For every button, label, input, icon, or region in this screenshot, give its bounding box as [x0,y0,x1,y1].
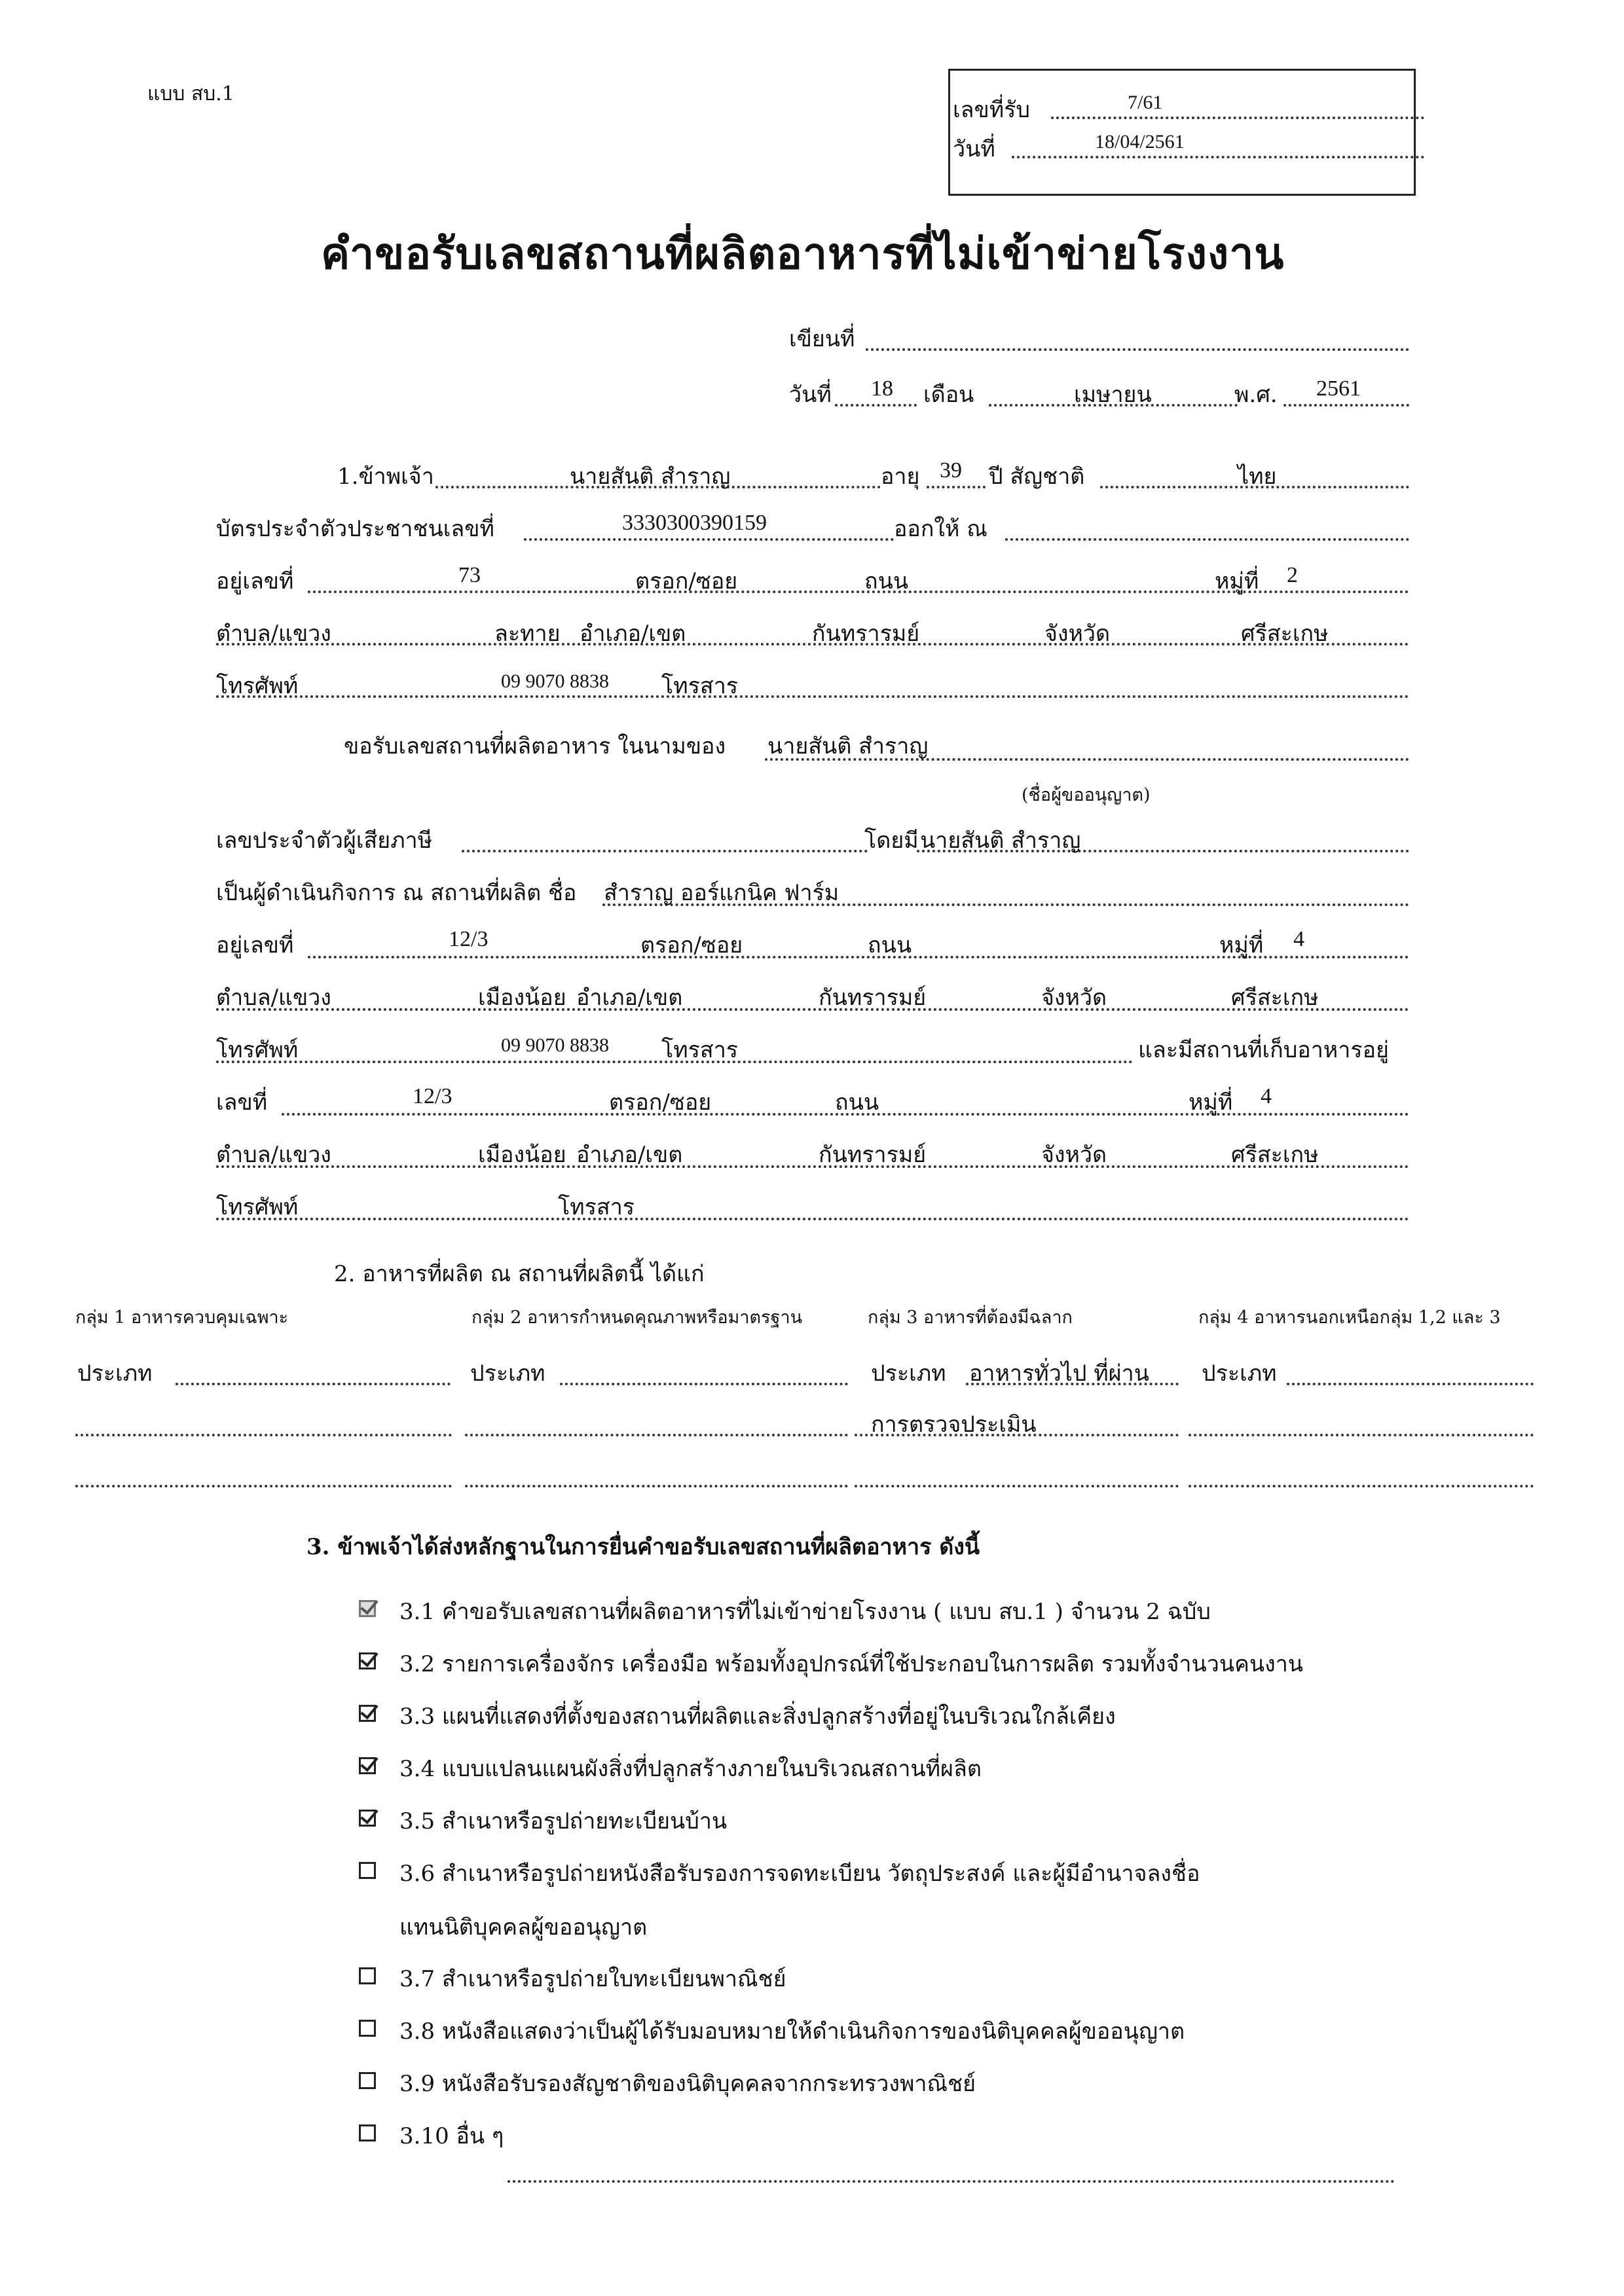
operator-label: เป็นผู้ดำเนินกิจการ ณ สถานที่ผลิต ชื่อ [216,880,577,906]
premises-moo[interactable]: 4 [1293,927,1304,951]
group4-line2[interactable] [1189,1434,1534,1436]
age-line [927,486,986,488]
storage-subdistrict-label: ตำบล/แขวง [216,1142,331,1168]
group2-line3[interactable] [465,1485,848,1487]
home-district[interactable]: กันทรารมย์ [812,621,920,647]
age-value[interactable]: 39 [940,458,962,483]
home-road-label: ถนน [864,568,909,594]
storage-fax-label: โทรสาร [558,1194,635,1220]
request-label: ขอรับเลขสถานที่ผลิตอาหาร ในนามของ [344,733,726,759]
home-house-no[interactable]: 73 [458,563,481,587]
group2-type-label: ประเภท [470,1360,545,1387]
evidence-checkbox-2[interactable] [359,1652,376,1669]
premises-phone[interactable]: 09 9070 8838 [501,1034,609,1056]
applicant-name[interactable]: นายสันติ สำราญ [570,464,731,490]
group1-type-line[interactable] [175,1383,451,1385]
evidence-checkbox-8[interactable] [359,2020,376,2037]
written-at-line [866,348,1409,351]
stamp-date-label: วันที่ [953,136,995,162]
id-card-line [524,538,894,541]
storage-district-label: อำเภอ/เขต [576,1142,683,1168]
year-value[interactable]: 2561 [1316,376,1361,401]
group3-type-label: ประเภท [871,1360,946,1387]
licensee-name[interactable]: นายสันติ สำราญ [767,733,929,759]
licensee-caption: (ชื่อผู้ขออนุญาต) [1022,785,1151,805]
year-label: พ.ศ. [1234,382,1278,408]
evidence-item-4: 3.4 แบบแปลนแผนผังสิ่งที่ปลูกสร้างภายในบริเวณสถานที่ผลิต [399,1756,982,1782]
month-value[interactable]: เมษายน [1074,383,1152,407]
written-at-label: เขียนที่ [789,326,855,352]
premises-name[interactable]: สำราญ ออร์แกนิค ฟาร์ม [604,880,840,906]
evidence-item-3: 3.3 แผนที่แสดงที่ตั้งของสถานที่ผลิตและสิ่งปลูกสร้างที่อยู่ในบริเวณใกล้เคียง [399,1704,1116,1730]
group3-type-value-line2[interactable]: การตรวจประเมิน [871,1412,1037,1438]
premises-alley-label: ตรอก/ซอย [640,932,743,958]
storage-province[interactable]: ศรีสะเกษ [1231,1142,1319,1168]
nationality-value[interactable]: ไทย [1238,464,1277,490]
evidence-item-7: 3.7 สำเนาหรือรูปถ่ายใบทะเบียนพาณิชย์ [399,1966,786,1992]
home-province-label: จังหวัด [1044,621,1111,647]
premises-road-label: ถนน [868,932,912,958]
home-alley-label: ตรอก/ซอย [635,568,738,594]
group4-type-line[interactable] [1287,1383,1534,1385]
premises-province[interactable]: ศรีสะเกษ [1231,985,1319,1011]
group3-label: กลุ่ม 3 อาหารที่ต้องมีฉลาก [868,1307,1073,1328]
issued-at-label: ออกให้ ณ [894,516,987,542]
evidence-item-9: 3.9 หนังสือรับรองสัญชาติของนิติบุคคลจากกระทรวงพาณิชย์ [399,2071,976,2097]
form-code: แบบ สบ.1 [147,82,234,105]
day-line [835,404,917,407]
group2-line2[interactable] [465,1434,848,1436]
evidence-checkbox-9[interactable] [359,2072,376,2089]
tax-id-line [462,850,868,852]
group3-line2 [855,1434,1179,1436]
evidence-item-1: 3.1 คำขอรับเลขสถานที่ผลิตอาหารที่ไม่เข้าข่ายโรงงาน ( แบบ สบ.1 ) จำนวน 2 ฉบับ [399,1599,1211,1625]
home-moo-label: หมู่ที่ [1215,568,1259,594]
group3-type-value[interactable]: อาหารทั่วไป ที่ผ่าน [969,1360,1149,1387]
group4-type-label: ประเภท [1202,1360,1277,1387]
premises-locality-line [216,1008,1409,1011]
storage-label: และมีสถานที่เก็บอาหารอยู่ [1138,1037,1389,1063]
group1-type-label: ประเภท [77,1360,153,1387]
home-fax-label: โทรสาร [661,673,739,699]
month-label: เดือน [923,382,974,408]
group1-line3[interactable] [75,1485,452,1487]
storage-district[interactable]: กันทรารมย์ [819,1142,927,1168]
premises-district-label: อำเภอ/เขต [576,985,683,1011]
by-label: โดยมี [864,828,919,854]
year-line [1283,404,1409,407]
evidence-checkbox-4[interactable] [359,1757,376,1774]
storage-house-no[interactable]: 12/3 [413,1084,452,1108]
storage-road-label: ถนน [835,1089,879,1116]
premises-subdistrict[interactable]: เมืองน้อย [478,985,566,1011]
group4-label: กลุ่ม 4 อาหารนอกเหนือกลุ่ม 1,2 และ 3 [1198,1307,1501,1328]
storage-phone-line [216,1218,1409,1220]
issued-at-line [1005,538,1409,541]
stamp-date-line [1012,156,1424,158]
premises-house-no[interactable]: 12/3 [449,927,489,951]
evidence-checkbox-7[interactable] [359,1967,376,1984]
evidence-checkbox-1[interactable] [359,1600,376,1617]
age-label: อายุ [881,464,920,490]
storage-alley-label: ตรอก/ซอย [609,1089,712,1116]
evidence-item-2: 3.2 รายการเครื่องจักร เครื่องมือ พร้อมทั้งอุปกรณ์ที่ใช้ประกอบในการผลิต รวมทั้งจำนวนคนงาน [399,1651,1304,1677]
day-label: วันที่ [789,382,832,408]
premises-fax-label: โทรสาร [661,1037,739,1063]
home-subdistrict-label: ตำบล/แขวง [216,621,331,647]
id-card-label: บัตรประจำตัวประชาชนเลขที่ [216,516,494,542]
home-district-label: อำเภอ/เขต [580,621,686,647]
premises-moo-label: หมู่ที่ [1219,932,1264,958]
storage-subdistrict[interactable]: เมืองน้อย [478,1142,566,1168]
premises-district[interactable]: กันทรารมย์ [819,985,927,1011]
home-moo[interactable]: 2 [1287,563,1298,587]
group4-line3[interactable] [1189,1485,1534,1487]
evidence-item-8: 3.8 หนังสือแสดงว่าเป็นผู้ได้รับมอบหมายให้ดำเนินกิจการของนิติบุคคลผู้ขออนุญาต [399,2018,1185,2045]
storage-locality-line [216,1165,1409,1168]
storage-moo[interactable]: 4 [1261,1084,1272,1108]
id-card-value[interactable]: 3330300390159 [622,511,767,535]
applicant-label: 1.ข้าพเจ้า [337,464,434,490]
evidence-checkbox-6[interactable] [359,1862,376,1879]
evidence-checkbox-10[interactable] [359,2124,376,2141]
stamp-date-value[interactable]: 18/04/2561 [1095,131,1185,153]
received-no-value[interactable]: 7/61 [1128,92,1163,113]
received-no-line [1051,117,1424,119]
premises-house-no-label: อยู่เลขที่ [216,932,294,958]
group1-line2[interactable] [75,1434,452,1436]
section2-heading: 2. อาหารที่ผลิต ณ สถานที่ผลิตนี้ ได้แก่ [334,1261,705,1287]
group1-label: กลุ่ม 1 อาหารควบคุมเฉพาะ [75,1307,289,1328]
evidence-item-5: 3.5 สำเนาหรือรูปถ่ายทะเบียนบ้าน [399,1808,728,1834]
day-value[interactable]: 18 [871,376,893,401]
home-phone[interactable]: 09 9070 8838 [501,670,609,692]
evidence-item-6-cont: แทนนิติบุคคลผู้ขออนุญาต [399,1914,648,1941]
evidence-checkbox-5[interactable] [359,1810,376,1827]
by-name[interactable]: นายสันติ สำราญ [920,828,1081,854]
home-house-no-label: อยู่เลขที่ [216,568,294,594]
tax-id-label: เลขประจำตัวผู้เสียภาษี [216,828,433,854]
evidence-item-10: 3.10 อื่น ๆ [399,2123,504,2149]
group3-line3[interactable] [855,1485,1179,1487]
group2-type-line[interactable] [560,1383,848,1385]
storage-province-label: จังหวัด [1041,1142,1107,1168]
page-title: คำขอรับเลขสถานที่ผลิตอาหารที่ไม่เข้าข่ายโรงงาน [321,228,1285,279]
home-phone-line [216,695,1409,698]
storage-house-no-label: เลขที่ [216,1089,268,1116]
evidence-item-6: 3.6 สำเนาหรือรูปถ่ายหนังสือรับรองการจดทะเบียน วัตถุประสงค์ และผู้มีอำนาจลงชื่อ [399,1861,1200,1887]
section3-heading: 3. ข้าพเจ้าได้ส่งหลักฐานในการยื่นคำขอรับเลขสถานที่ผลิตอาหาร ดังนี้ [306,1534,980,1560]
evidence-checkbox-3[interactable] [359,1705,376,1722]
premises-province-label: จังหวัด [1041,985,1107,1011]
home-subdistrict[interactable]: ละทาย [494,621,561,647]
nationality-label: ปี สัญชาติ [989,464,1085,490]
home-province[interactable]: ศรีสะเกษ [1241,621,1329,647]
received-no-label: เลขที่รับ [953,97,1030,123]
storage-phone-label: โทรศัพท์ [216,1194,299,1220]
storage-moo-label: หมู่ที่ [1189,1089,1233,1116]
other-evidence-line[interactable] [507,2180,1395,2183]
premises-subdistrict-label: ตำบล/แขวง [216,985,331,1011]
home-phone-label: โทรศัพท์ [216,673,299,699]
group2-label: กลุ่ม 2 อาหารกำหนดคุณภาพหรือมาตรฐาน [471,1307,803,1328]
premises-phone-label: โทรศัพท์ [216,1037,299,1063]
